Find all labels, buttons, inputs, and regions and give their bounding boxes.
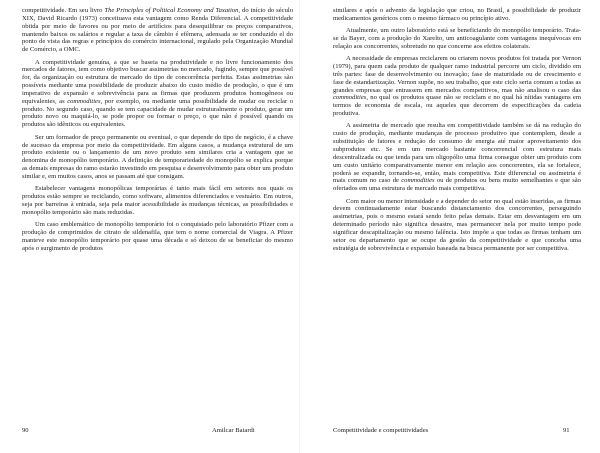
page-number: 90: [22, 427, 29, 434]
paragraph: competitividade. Em seu livro The Principles of Political Economy and Taxation, do início do século XIX, David Ricardo (1973) conceituava esta vantagem como Renda Diferencial. A competitividade obtida por meio de favores ou por meio de artifícios para desequilibrar os preços comparativos, mantendo baixos os salários e regular a taxa de câmbio é efêmera, adensada se ter conduzido el do ponto de vista das regras e princípios do comércio internacional, regulado pela Organização Mundial de Comércio, a OMC.: [22, 7, 293, 54]
right-text-column: [333, 7, 581, 421]
paragraph: Atualmente, um outro laboratório está se beneficiando do monopólio temporário. Trata-se da Bayer, com a produção do Xarelto, um anticoagulante com vantagens inequívocas em relação aos concorrentes, sobretudo no que concerne aos efeitos colaterais.: [333, 27, 581, 50]
paragraph: A assimetria de mercado que resulta em competitividade também se dá na redução do custo de produção, mediante mudanças de processo produtivo que contemplem, desde a substituição de fatores e redução do consumo de energia até maior aproveitamento dos subprodutos etc. Se em um mercado bastante concorrencial com estrutura mais descentralizada ou que tenda para um oligopólio uma firma consegue obter um produto com um custo unitário comparativamente menor em relação aos concorrentes, ela se fortalece, poderá se expandir, tornando-se, então, mais competitiva. Este diferencial ou assimetria é mais comum no caso de commodities ou de produtos ou bens muito semelhantes e que são ofertados em uma estrutura de mercado mais competitiva.: [333, 122, 581, 193]
left-text-column: [22, 7, 293, 421]
running-footer-title: Competitividade e competitividades: [333, 427, 429, 434]
book-title: The Principles of Political Economy and Taxation: [104, 7, 239, 14]
paragraph: Com maior ou menor intensidade e a depender do setor no qual estão inseridas, as firmas devem continuadamente estar buscando distanciamento dos concorrentes, perseguindo assimetrias, pois o mesmo estará sendo feito pelas demais. Estar em desvantagem em um determinado período não significa desastre, mas permanecer nela por muito tempo pode significar descapitalização ou mesmo falência. Isto impõe a que todas as firmas tenham um setor ou departamento que se ocupe da gestão da competitividade e que conceba uma estratégia de sobrevivência e expansão baseada na busca permanente por ser competitiva.: [333, 197, 581, 252]
paragraph: similares e após o advento da legislação que criou, no Brasil, a possibilidade de produzir medicamentos genéricos com o mesmo fármaco ou princípio ativo.: [333, 7, 581, 22]
emphasis: commodities: [67, 97, 101, 105]
paragraph: Ser um formador de preço permanente ou eventual, o que depende do tipo de negócio, é a chave de sucesso da empresa por meio da competitividade. Em alguns casos, a mudança estrutural de um produto existente ou o lançamento de um novo produto sem similares cria a vantagem que se denomina de monopólio temporário. A definição de temporariedade do monopólio se explica porque as demais empresas do ramo estarão investindo em pesquisa e desenvolvimento para obter um produto similar e, em muitos casos, anos se passam até que consigam.: [22, 133, 293, 180]
right-page: [300, 0, 600, 453]
running-footer-author: Amilcar Baiardi: [212, 427, 255, 434]
paragraph: A necessidade de empresas reciclarem ou criarem novos produtos foi tratada por Vernon (1979), para quem cada produto de qualquer ramo industrial percorre um ciclo, dividido em três partes: fase de desenvolvimento ou inovação; fase de maturidade ou de crescimento e fase de estandartização. Vernon supõe, no seu trabalho, que este ciclo seria comum a todas as grandes empresas que entrassem em mercados competitivos, mas não analisou o caso das commodities, no qual os produtos quase não se reciclam e no qual há nítidas vantagens em termos de economia de escala, ou aqueles que decorrem de especificações da cadeia produtiva.: [333, 55, 581, 118]
page-number: 91: [563, 427, 570, 434]
paragraph: Um caso emblemático de monopólio temporário foi o conquistado pelo laboratório Pfizer com a produção de comprimidos de citrato de sildenafila, que tem o nome comercial de Viagra. A Pfizer manteve este monopólio temporário por quase uma década e só deixou de se beneficiar do mesmo após o surgimento de produtos: [22, 221, 293, 252]
paragraph: Estabelecer vantagens monopólicas temporárias é tanto mais fácil em setores nos quais os produtos estão sempre se reciclando, como software, alimentos diferenciados e vestuário. Em outros, seja por barreiras à entrada, seja pela maior acessibilidade às mudanças técnicas, as possibilidades e monopólio temporário são mais reduzidas.: [22, 185, 293, 216]
paragraph: A competitividade genuína, a que se baseia na produtividade e no livre funcionamento dos mercados de fatores, tem como objetivo buscar assimetrias no mercado, fugindo, sempre que possível for, da organização ou estrutura de mercado do tipo de concorrência perfeita. Estas assimetrias são possíveis mediante uma possibilidade de produzir abaixo do custo médio de produção, o que é um imperativo de expansão e sobrevivência para as firmas que produzem produtos homogêneos ou equivalentes, as commodities, por exemplo, ou mediante uma possibilidade de mudar ou reciclar o produto. No segundo caso, quando se tem capacidade de mudar estruturalmente o produto, gerar um produto novo ou maquiá-lo, se pode propor ou formar o preço, o que não é possível quando os produtos são idênticos ou equivalentes.: [22, 58, 293, 129]
emphasis: commodities: [333, 94, 367, 102]
emphasis: commodities: [401, 177, 435, 185]
